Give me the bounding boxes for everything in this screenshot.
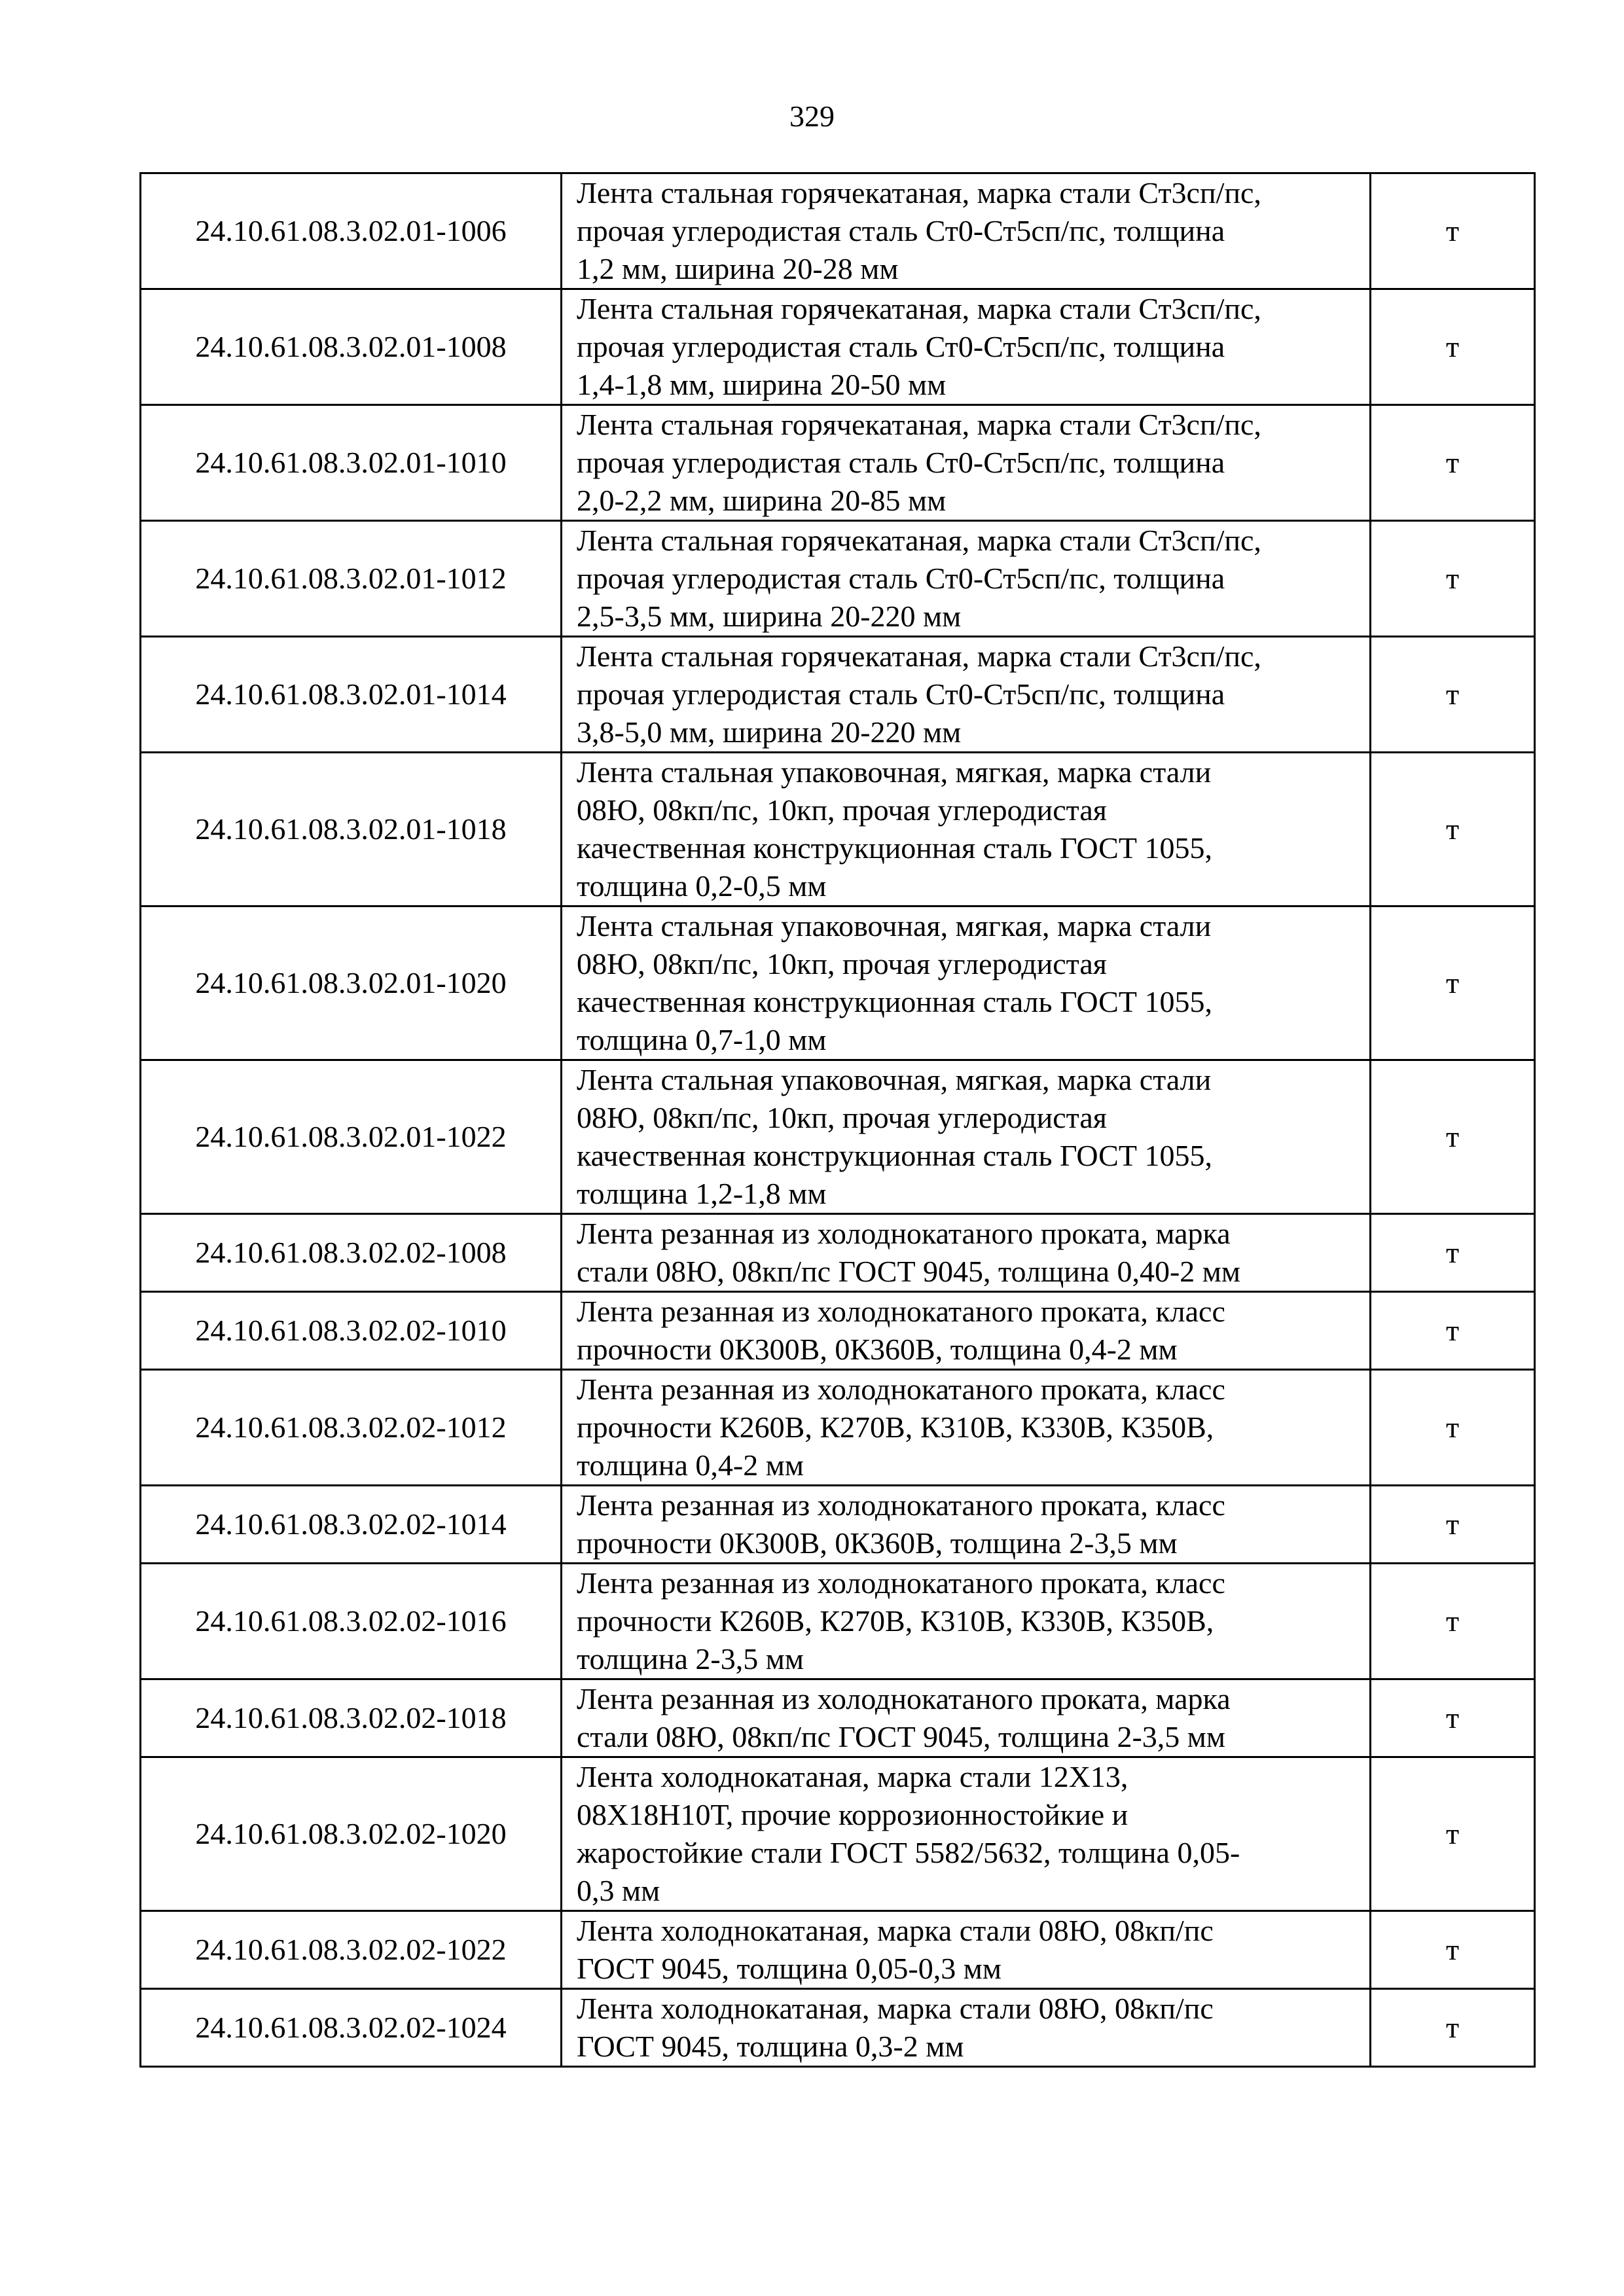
resource-description-cell [562,1292,1371,1370]
resource-code-cell: 24.10.61.08.3.02.02-1024 [141,1989,562,2067]
description-line: 3,8-5,0 мм, ширина 20-220 мм [577,715,962,749]
table-row [141,1911,1535,1989]
table-row [141,1486,1535,1564]
resource-description-cell [562,1989,1371,2067]
resource-code-cell: 24.10.61.08.3.02.01-1014 [141,637,562,753]
table-row [141,1214,1535,1292]
description-line: прочности 0К300В, 0К360В, толщина 0,4-2 мм [577,1333,1178,1366]
table-row [141,1757,1535,1911]
page-number: 329 [789,99,835,133]
description-line: 1,4-1,8 мм, ширина 20-50 мм [577,368,947,401]
unit-cell: т [1371,906,1535,1060]
unit-cell: т [1371,1911,1535,1989]
resource-description-cell [562,521,1371,637]
description-line: прочая углеродистая сталь Ст0-Ст5сп/пс, толщина [577,562,1225,595]
resource-code-cell: 24.10.61.08.3.02.01-1010 [141,405,562,521]
unit-cell: т [1371,1564,1535,1679]
description-line: ГОСТ 9045, толщина 0,3-2 мм [577,2030,964,2063]
resource-description-cell [562,1911,1371,1989]
resource-code-cell: 24.10.61.08.3.02.02-1014 [141,1486,562,1564]
description-line: прочая углеродистая сталь Ст0-Ст5сп/пс, толщина [577,446,1225,479]
resource-code-cell: 24.10.61.08.3.02.02-1010 [141,1292,562,1370]
description-line: толщина 0,2-0,5 мм [577,869,827,903]
description-line: 08Ю, 08кп/пс, 10кп, прочая углеродистая [577,947,1107,980]
table-row [141,1564,1535,1679]
description-line: прочности К260В, К270В, К310В, К330В, К350В, [577,1604,1214,1638]
unit-cell: т [1371,1292,1535,1370]
description-line: Лента стальная горячекатаная, марка стали Ст3сп/пс, [577,292,1261,325]
description-line: Лента стальная упаковочная, мягкая, марка стали [577,1063,1212,1096]
description-line: качественная конструкционная сталь ГОСТ 1055, [577,1139,1212,1172]
unit-cell: т [1371,1214,1535,1292]
description-line: Лента резанная из холоднокатаного проката, класс [577,1488,1225,1522]
resource-description-cell [562,1214,1371,1292]
materials-table [139,172,1536,2068]
resource-description-cell [562,906,1371,1060]
unit-cell: т [1371,1370,1535,1486]
table-row [141,1060,1535,1214]
description-line: стали 08Ю, 08кп/пс ГОСТ 9045, толщина 2-3,5 мм [577,1720,1225,1753]
unit-cell: т [1371,405,1535,521]
description-line: 08Ю, 08кп/пс, 10кп, прочая углеродистая [577,793,1107,827]
table-row [141,637,1535,753]
resource-code-cell: 24.10.61.08.3.02.01-1020 [141,906,562,1060]
resource-description-cell [562,1486,1371,1564]
description-line: 1,2 мм, ширина 20-28 мм [577,252,899,285]
description-line: Лента холоднокатаная, марка стали 12Х13, [577,1760,1128,1793]
resource-code-cell: 24.10.61.08.3.02.02-1012 [141,1370,562,1486]
resource-code-cell: 24.10.61.08.3.02.01-1006 [141,173,562,289]
table-row [141,405,1535,521]
unit-cell: т [1371,1989,1535,2067]
description-line: 08Х18Н10Т, прочие коррозионностойкие и [577,1798,1128,1831]
description-line: Лента стальная упаковочная, мягкая, марка стали [577,909,1212,942]
table-row [141,906,1535,1060]
description-line: 08Ю, 08кп/пс, 10кп, прочая углеродистая [577,1101,1107,1134]
description-line: Лента стальная горячекатаная, марка стали Ст3сп/пс, [577,408,1261,441]
description-line: толщина 2-3,5 мм [577,1642,804,1676]
description-line: стали 08Ю, 08кп/пс ГОСТ 9045, толщина 0,40-2 мм [577,1255,1240,1288]
description-line: прочности К260В, К270В, К310В, К330В, К350В, [577,1410,1214,1444]
description-line: Лента резанная из холоднокатаного проката, класс [577,1295,1225,1328]
table-row [141,753,1535,906]
description-line: прочая углеродистая сталь Ст0-Ст5сп/пс, толщина [577,677,1225,711]
unit-cell: т [1371,1486,1535,1564]
resource-code-cell: 24.10.61.08.3.02.01-1008 [141,289,562,405]
description-line: прочности 0К300В, 0К360В, толщина 2-3,5 мм [577,1526,1178,1560]
description-line: Лента стальная горячекатаная, марка стали Ст3сп/пс, [577,176,1261,209]
description-line: 2,0-2,2 мм, ширина 20-85 мм [577,484,947,517]
resource-code-cell: 24.10.61.08.3.02.02-1008 [141,1214,562,1292]
table-row [141,173,1535,289]
resource-description-cell [562,405,1371,521]
unit-cell: т [1371,521,1535,637]
description-line: Лента холоднокатаная, марка стали 08Ю, 08кп/пс [577,1992,1214,2025]
description-line: толщина 0,7-1,0 мм [577,1023,827,1056]
unit-cell: т [1371,289,1535,405]
description-line: 2,5-3,5 мм, ширина 20-220 мм [577,600,962,633]
description-line: качественная конструкционная сталь ГОСТ 1055, [577,831,1212,865]
description-line: толщина 0,4-2 мм [577,1448,804,1482]
unit-cell: т [1371,753,1535,906]
description-line: Лента резанная из холоднокатаного проката, марка [577,1682,1231,1715]
table-body [141,173,1535,2067]
resource-description-cell [562,289,1371,405]
description-line: Лента холоднокатаная, марка стали 08Ю, 08кп/пс [577,1914,1214,1947]
resource-description-cell [562,1060,1371,1214]
resource-description-cell [562,1370,1371,1486]
description-line: Лента стальная упаковочная, мягкая, марка стали [577,755,1212,789]
resource-code-cell: 24.10.61.08.3.02.01-1022 [141,1060,562,1214]
resource-description-cell [562,173,1371,289]
table-row [141,1989,1535,2067]
resource-code-cell: 24.10.61.08.3.02.02-1018 [141,1679,562,1757]
table-row [141,1370,1535,1486]
resource-description-cell [562,753,1371,906]
table-row [141,521,1535,637]
unit-cell: т [1371,1757,1535,1911]
description-line: толщина 1,2-1,8 мм [577,1177,827,1210]
description-line: жаростойкие стали ГОСТ 5582/5632, толщина 0,05- [577,1836,1240,1869]
unit-cell: т [1371,173,1535,289]
description-line: 0,3 мм [577,1874,660,1907]
unit-cell: т [1371,637,1535,753]
resource-description-cell [562,637,1371,753]
table-row [141,289,1535,405]
unit-cell: т [1371,1060,1535,1214]
resource-code-cell: 24.10.61.08.3.02.02-1020 [141,1757,562,1911]
description-line: Лента резанная из холоднокатаного проката, класс [577,1566,1225,1600]
description-line: прочая углеродистая сталь Ст0-Ст5сп/пс, толщина [577,214,1225,247]
description-line: Лента резанная из холоднокатаного проката, класс [577,1372,1225,1406]
table-row [141,1679,1535,1757]
resource-code-cell: 24.10.61.08.3.02.01-1018 [141,753,562,906]
description-line: Лента стальная горячекатаная, марка стали Ст3сп/пс, [577,639,1261,673]
table-row [141,1292,1535,1370]
resource-code-cell: 24.10.61.08.3.02.02-1022 [141,1911,562,1989]
resource-description-cell [562,1679,1371,1757]
resource-description-cell [562,1757,1371,1911]
resource-description-cell [562,1564,1371,1679]
description-line: качественная конструкционная сталь ГОСТ 1055, [577,985,1212,1018]
resource-code-cell: 24.10.61.08.3.02.01-1012 [141,521,562,637]
description-line: ГОСТ 9045, толщина 0,05-0,3 мм [577,1952,1001,1985]
description-line: Лента резанная из холоднокатаного проката, марка [577,1217,1231,1250]
description-line: прочая углеродистая сталь Ст0-Ст5сп/пс, толщина [577,330,1225,363]
resource-code-cell: 24.10.61.08.3.02.02-1016 [141,1564,562,1679]
unit-cell: т [1371,1679,1535,1757]
description-line: Лента стальная горячекатаная, марка стали Ст3сп/пс, [577,524,1261,557]
